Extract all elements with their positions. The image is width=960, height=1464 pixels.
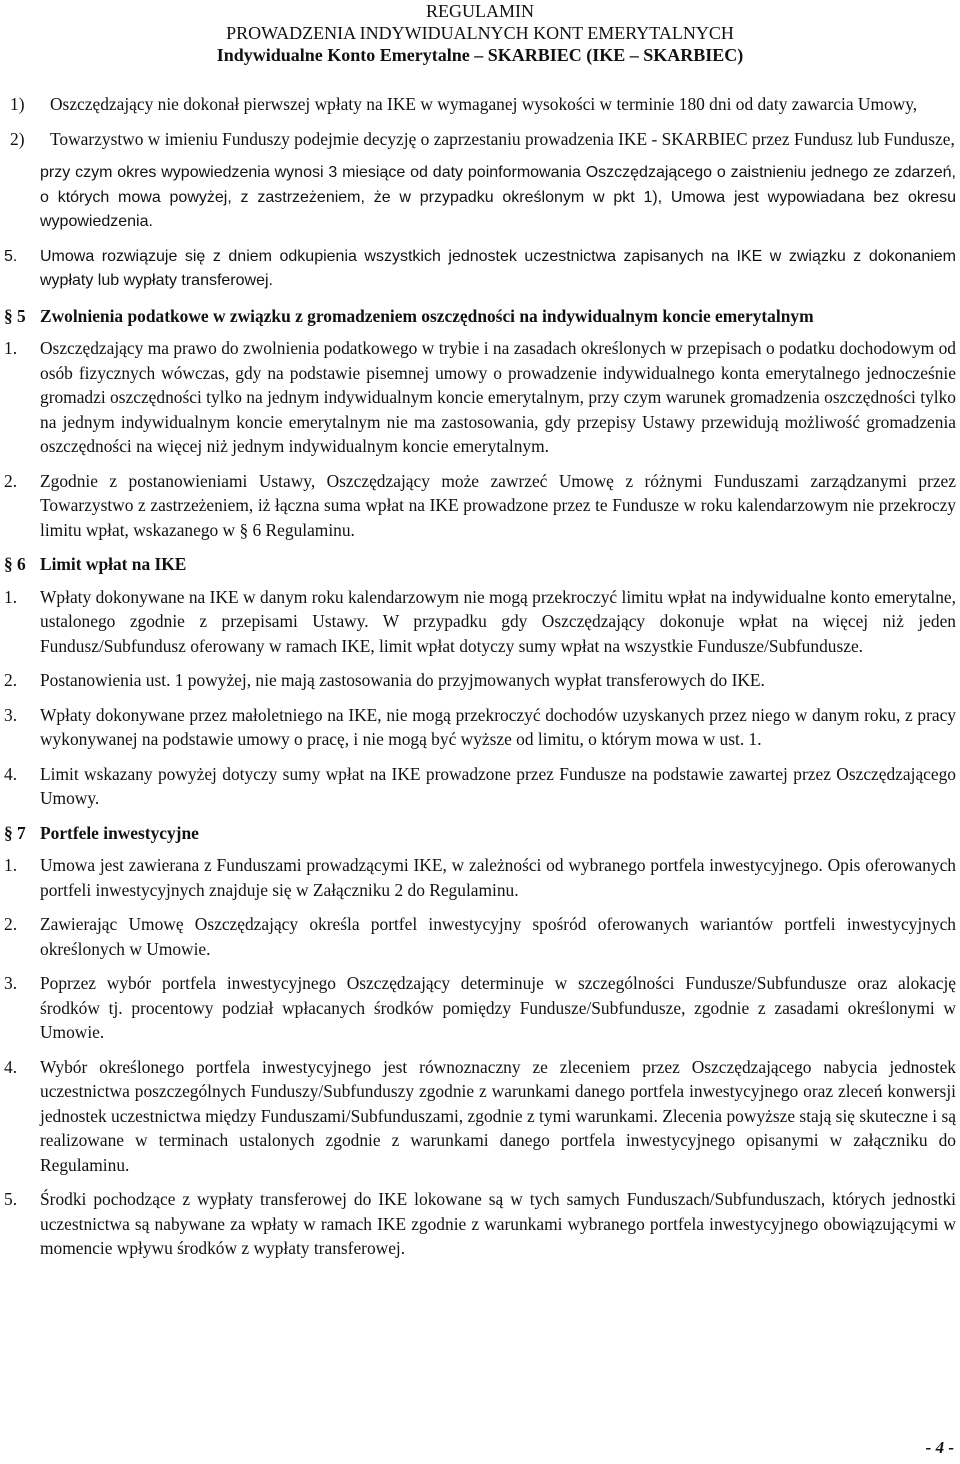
list-item-text: Środki pochodzące z wypłaty transferowej do IKE lokowane są w tych samych Funduszach/Subfunduszach, których jednostki uczestnictwa są nabywane za wpłaty w ramach IKE zgodnie z warunkami wybranego portfela inwestycyjnego obowiązującymi w momencie wpływu środków z wypłaty transferowej. — [40, 1189, 956, 1258]
list-item — [0, 762, 960, 811]
list-item — [0, 971, 960, 1045]
list-item — [0, 336, 960, 459]
section-heading — [0, 821, 960, 846]
list-item-text: Poprzez wybór portfela inwestycyjnego Oszczędzający determinuje w szczególności Fundusze/Subfundusze oraz alokację środków tj. procentowy podział wpłacanych środków pomiędzy Fundusze/Subfundusze, zgodnie z zasadami określonymi w Umowie. — [40, 973, 956, 1042]
list-item-number: 4. — [4, 1056, 18, 1077]
list-item — [0, 1187, 960, 1261]
list-item-number: 1. — [4, 855, 18, 875]
list-item-number: 2. — [4, 914, 18, 934]
list-item-text: Umowa rozwiązuje się z dniem odkupienia wszystkich jednostek uczestnictwa zapisanych na IKE w związku z dokonaniem wypłaty lub wypłaty transferowej. — [40, 247, 956, 289]
list-item — [0, 668, 960, 693]
list-item-text: Oszczędzający ma prawo do zwolnienia podatkowego w trybie i na zasadach określonych w przepisach o podatku dochodowym od osób fizycznych wówczas, gdy na podstawie pisemnej umowy o prowadzenie indywidualnego konta emerytalnego jednocześnie gromadzi oszczędności tylko na jednym indywidualnym koncie emerytalnym, przy czym warunek gromadzenia oszczędności tylko na jednym indywidualnym koncie emerytalnym nie ma zastosowania, gdy przepisy Ustawy przewidują możliwość gromadzenia oszczędności na więcej niż jednym indywidualnym koncie emerytalnym. — [40, 338, 956, 456]
list-item-text: Oszczędzający nie dokonał pierwszej wpłaty na IKE w wymaganej wysokości w terminie 180 dni od daty zawarcia Umowy, — [50, 94, 918, 114]
list-item-number: 5. — [4, 247, 18, 265]
list-item-number: 2) — [10, 128, 25, 149]
section-symbol: § 5 — [4, 305, 26, 326]
list-item — [0, 469, 960, 543]
section-title: Limit wpłat na IKE — [40, 554, 187, 574]
section-heading — [0, 552, 960, 577]
list-item-number: 1. — [4, 586, 18, 607]
list-item — [0, 912, 960, 961]
list-item-text: Postanowienia ust. 1 powyżej, nie mają zastosowania do przyjmowanych wypłat transferowych do IKE. — [40, 670, 765, 690]
list-item-number: 5. — [4, 1189, 18, 1209]
list-item-text: Wpłaty dokonywane na IKE w danym roku kalendarzowym nie mogą przekroczyć limitu wpłat na indywidualne konto emerytalne, ustalonego zgodnie z przepisami Ustawy. W przypadku gdy Oszczędzający dokonuje wpłat na więcej niż jeden Fundusz/Subfundusz oferowany w ramach IKE, limit wpłat dotyczy sumy wpłat na wszystkie Fundusze/Subfundusze. — [40, 586, 956, 656]
notice-paragraph: przy czym okres wypowiedzenia wynosi 3 miesiące od daty poinformowania Oszczędzającego o zaistnieniu jednego ze zdarzeń, o których mowa powyżej, z zastrzeżeniem, że w przypadku określonym w pkt 1), Umowa jest wypowiadana bez okresu wypowiedzenia. — [40, 164, 956, 230]
section-symbol: § 7 — [4, 822, 26, 843]
section-symbol: § 6 — [4, 554, 26, 574]
section-title: Zwolnienia podatkowe w związku z gromadzeniem oszczędności na indywidualnym koncie emerytalnym — [40, 305, 814, 326]
list-item-text: Wybór określonego portfela inwestycyjnego jest równoznaczny ze zleceniem przez Oszczędzającego nabycia jednostek uczestnictwa poszczególnych Funduszy/Subfunduszy zgodnie z warunkami danego portfela inwestycyjnego oraz zleceń konwersji jednostek uczestnictwa między Funduszami/Subfunduszami, zgodnie z tymi warunkami. Zlecenia powyższe stają się skuteczne i są realizowane w terminach ustalonych zgodnie z warunkami danego portfela inwestycyjnego opisanymi w załączniku do Regulaminu. — [40, 1056, 956, 1175]
list-item-number: 2. — [4, 670, 18, 690]
list-item-text: Zgodnie z postanowieniami Ustawy, Oszczędzający może zawrzeć Umowę z różnymi Funduszami zarządzanymi przez Towarzystwo z zastrzeżeniem, iż łączna suma wpłat na IKE prowadzone przez te Fundusze w roku kalendarzowym nie przekroczy limitu wpłat, wskazanego w § 6 Regulaminu. — [40, 470, 956, 540]
header-title: REGULAMIN — [426, 1, 534, 21]
list-item — [0, 92, 960, 117]
list-item-number: 1. — [4, 338, 18, 358]
list-item-text: Zawierając Umowę Oszczędzający określa portfel inwestycyjny spośród oferowanych wariantów portfeli inwestycyjnych określonych w Umowie. — [40, 914, 956, 959]
page-number: - 4 - — [925, 1438, 954, 1457]
list-item — [0, 853, 960, 902]
document-header — [0, 0, 960, 66]
section-heading — [0, 304, 960, 329]
header-product-name: Indywidualne Konto Emerytalne – SKARBIEC (IKE – SKARBIEC) — [216, 45, 744, 65]
list-item — [0, 127, 960, 152]
list-item-number: 3. — [4, 704, 18, 725]
list-item-text: Wpłaty dokonywane przez małoletniego na IKE, nie mogą przekroczyć dochodów uzyskanych przez niego w danym roku, z pracy wykonywanej na podstawie umowy o pracę, i nie mogą być wyższe od limitu, o którym mowa w ust. 1. — [40, 704, 956, 749]
list-item-text: Towarzystwo w imieniu Funduszy podejmie decyzję o zaprzestaniu prowadzenia IKE - SKARBIEC przez Fundusz lub Fundusze, — [50, 128, 955, 149]
list-item-text: Umowa jest zawierana z Funduszami prowadzącymi IKE, w zależności od wybranego portfela inwestycyjnego. Opis oferowanych portfeli inwestycyjnych znajduje się w Załączniku 2 do Regulaminu. — [40, 855, 956, 900]
list-item-number: 3. — [4, 973, 18, 993]
section-title: Portfele inwestycyjne — [40, 822, 199, 843]
list-item-text: Limit wskazany powyżej dotyczy sumy wpłat na IKE prowadzone przez Fundusze na podstawie zawartej przez Oszczędzającego Umowy. — [40, 763, 956, 808]
list-item — [0, 245, 960, 294]
list-item-number: 1) — [10, 94, 25, 114]
list-item-number: 4. — [4, 763, 18, 784]
document-body — [0, 92, 960, 1271]
list-item — [0, 703, 960, 752]
list-item-number: 2. — [4, 470, 18, 491]
list-item — [0, 1055, 960, 1178]
header-subtitle: PROWADZENIA INDYWIDUALNYCH KONT EMERYTALNYCH — [226, 23, 734, 43]
list-item — [0, 585, 960, 659]
